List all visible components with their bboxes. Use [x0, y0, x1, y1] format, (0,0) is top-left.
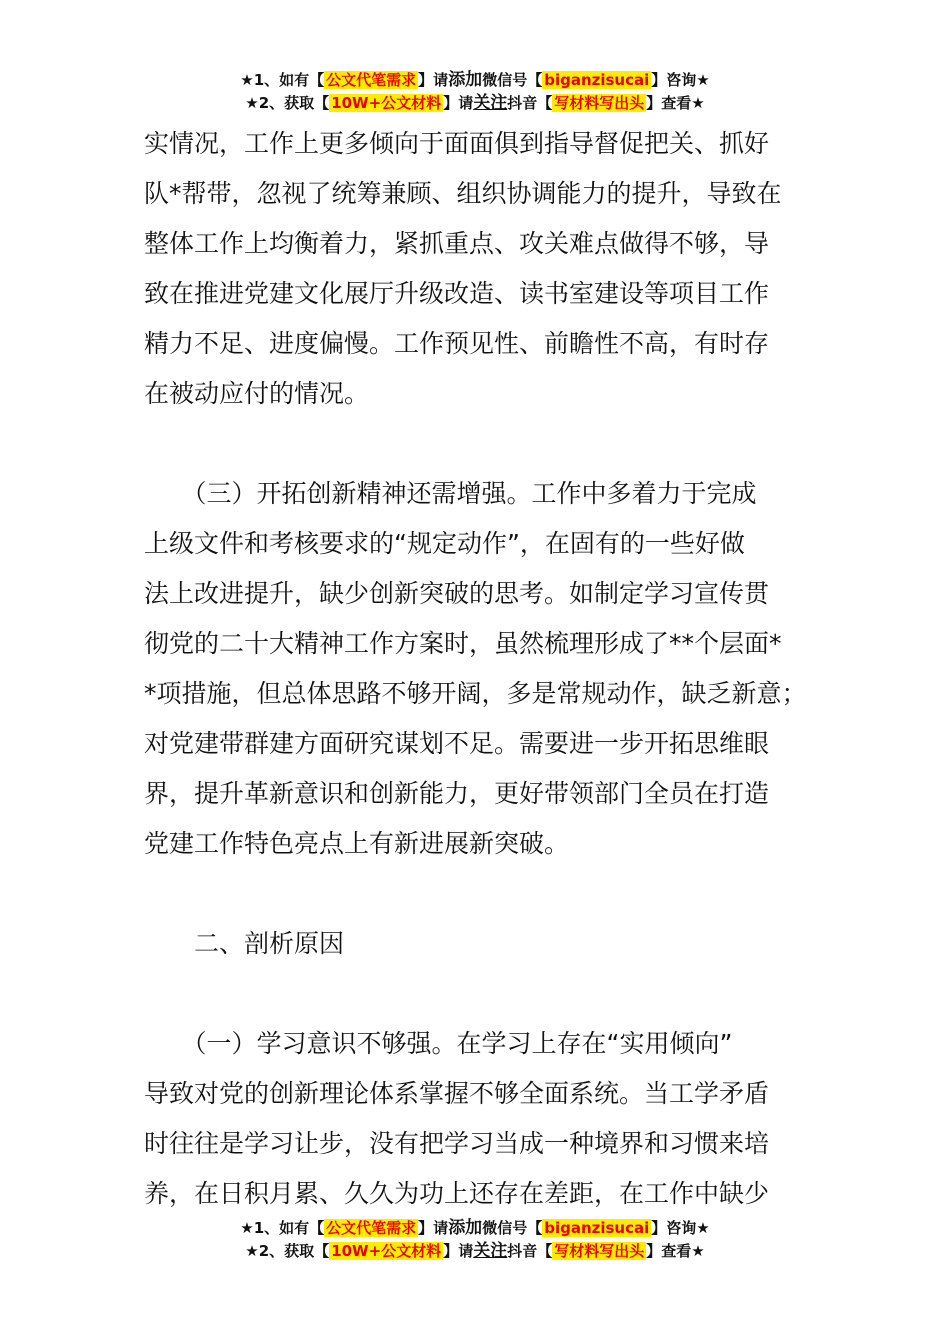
banner-highlight: 10W+公文材料 [331, 1242, 442, 1260]
banner-emphasis: 添加 [448, 1218, 483, 1238]
bottom-banner [0, 1217, 950, 1263]
banner-line-2 [0, 92, 950, 115]
text-line [144, 419, 834, 469]
banner-highlight: 10W+公文材料 [331, 94, 442, 112]
text-line: 党建工作特色亮点上有新进展新突破。 [144, 829, 570, 858]
banner-highlight: biganzisucai [544, 1219, 650, 1237]
text-line: 上级文件和考核要求的“规定动作”，在固有的一些好做 [144, 529, 745, 558]
text-line: 在被动应付的情况。 [144, 379, 370, 408]
banner-text: 】查看★ [646, 1242, 705, 1260]
banner-emphasis: 关注 [473, 93, 508, 113]
text-line: 对党建带群建方面研究谋划不足。需要进一步开拓思维眼 [144, 729, 770, 758]
banner-text: 微信号【 [482, 71, 543, 89]
banner-text: 】请 [418, 71, 449, 89]
text-line: 法上改进提升，缺少创新突破的思考。如制定学习宣传贯 [144, 579, 770, 608]
banner-text: 】请 [443, 94, 474, 112]
banner-text: 】查看★ [646, 94, 705, 112]
banner-emphasis: 添加 [448, 70, 483, 90]
text-line: 时往往是学习让步，没有把学习当成一种境界和习惯来培 [144, 1129, 770, 1158]
banner-text: 】请 [443, 1242, 474, 1260]
text-line: 界，提升革新意识和创新能力，更好带领部门全员在打造 [144, 779, 770, 808]
text-line: 精力不足、进度偏慢。工作预见性、前瞻性不高，有时存 [144, 329, 770, 358]
banner-highlight: 公文代笔需求 [326, 71, 417, 89]
top-banner [0, 69, 950, 115]
banner-text: 微信号【 [482, 1219, 543, 1237]
banner-text: 】咨询★ [651, 71, 710, 89]
text-line: 致在推进党建文化展厅升级改造、读书室建设等项目工作 [144, 279, 770, 308]
banner-text: ★2、获取【 [245, 1242, 330, 1260]
banner-emphasis: 关注 [473, 1241, 508, 1261]
document-body [144, 119, 834, 1219]
banner-text: ★1、如有【 [240, 1219, 325, 1237]
section-heading: （三）开拓创新精神还需增强。工作中多着力于完成 [144, 479, 757, 508]
banner-text: 抖音【 [507, 94, 553, 112]
text-line: 彻党的二十大精神工作方案时，虽然梳理形成了**个层面* [144, 629, 782, 658]
text-line: 整体工作上均衡着力，紧抓重点、攻关难点做得不够，导 [144, 229, 770, 258]
section-heading: 二、剖析原因 [144, 929, 345, 958]
text-line [144, 969, 834, 1019]
banner-text: 】咨询★ [651, 1219, 710, 1237]
banner-text: 抖音【 [507, 1242, 553, 1260]
text-line: 导致对党的创新理论体系掌握不够全面系统。当工学矛盾 [144, 1079, 770, 1108]
text-line [144, 869, 834, 919]
banner-text: 】请 [418, 1219, 449, 1237]
text-line: 队*帮带，忽视了统筹兼顾、组织协调能力的提升，导致在 [144, 179, 782, 208]
text-line: 养，在日积月累、久久为功上还存在差距，在工作中缺少 [144, 1179, 770, 1208]
banner-text: ★2、获取【 [245, 94, 330, 112]
banner-highlight: 公文代笔需求 [326, 1219, 417, 1237]
banner-highlight: biganzisucai [544, 71, 650, 89]
banner-line-1 [0, 69, 950, 92]
banner-line-1 [0, 1217, 950, 1240]
text-line: *项措施，但总体思路不够开阔，多是常规动作，缺乏新意； [144, 679, 807, 708]
banner-line-2 [0, 1240, 950, 1263]
banner-highlight: 写材料写出头 [554, 94, 645, 112]
section-heading: （一）学习意识不够强。在学习上存在“实用倾向” [144, 1029, 733, 1058]
banner-highlight: 写材料写出头 [554, 1242, 645, 1260]
banner-text: ★1、如有【 [240, 71, 325, 89]
text-line: 实情况，工作上更多倾向于面面俱到指导督促把关、抓好 [144, 129, 770, 158]
